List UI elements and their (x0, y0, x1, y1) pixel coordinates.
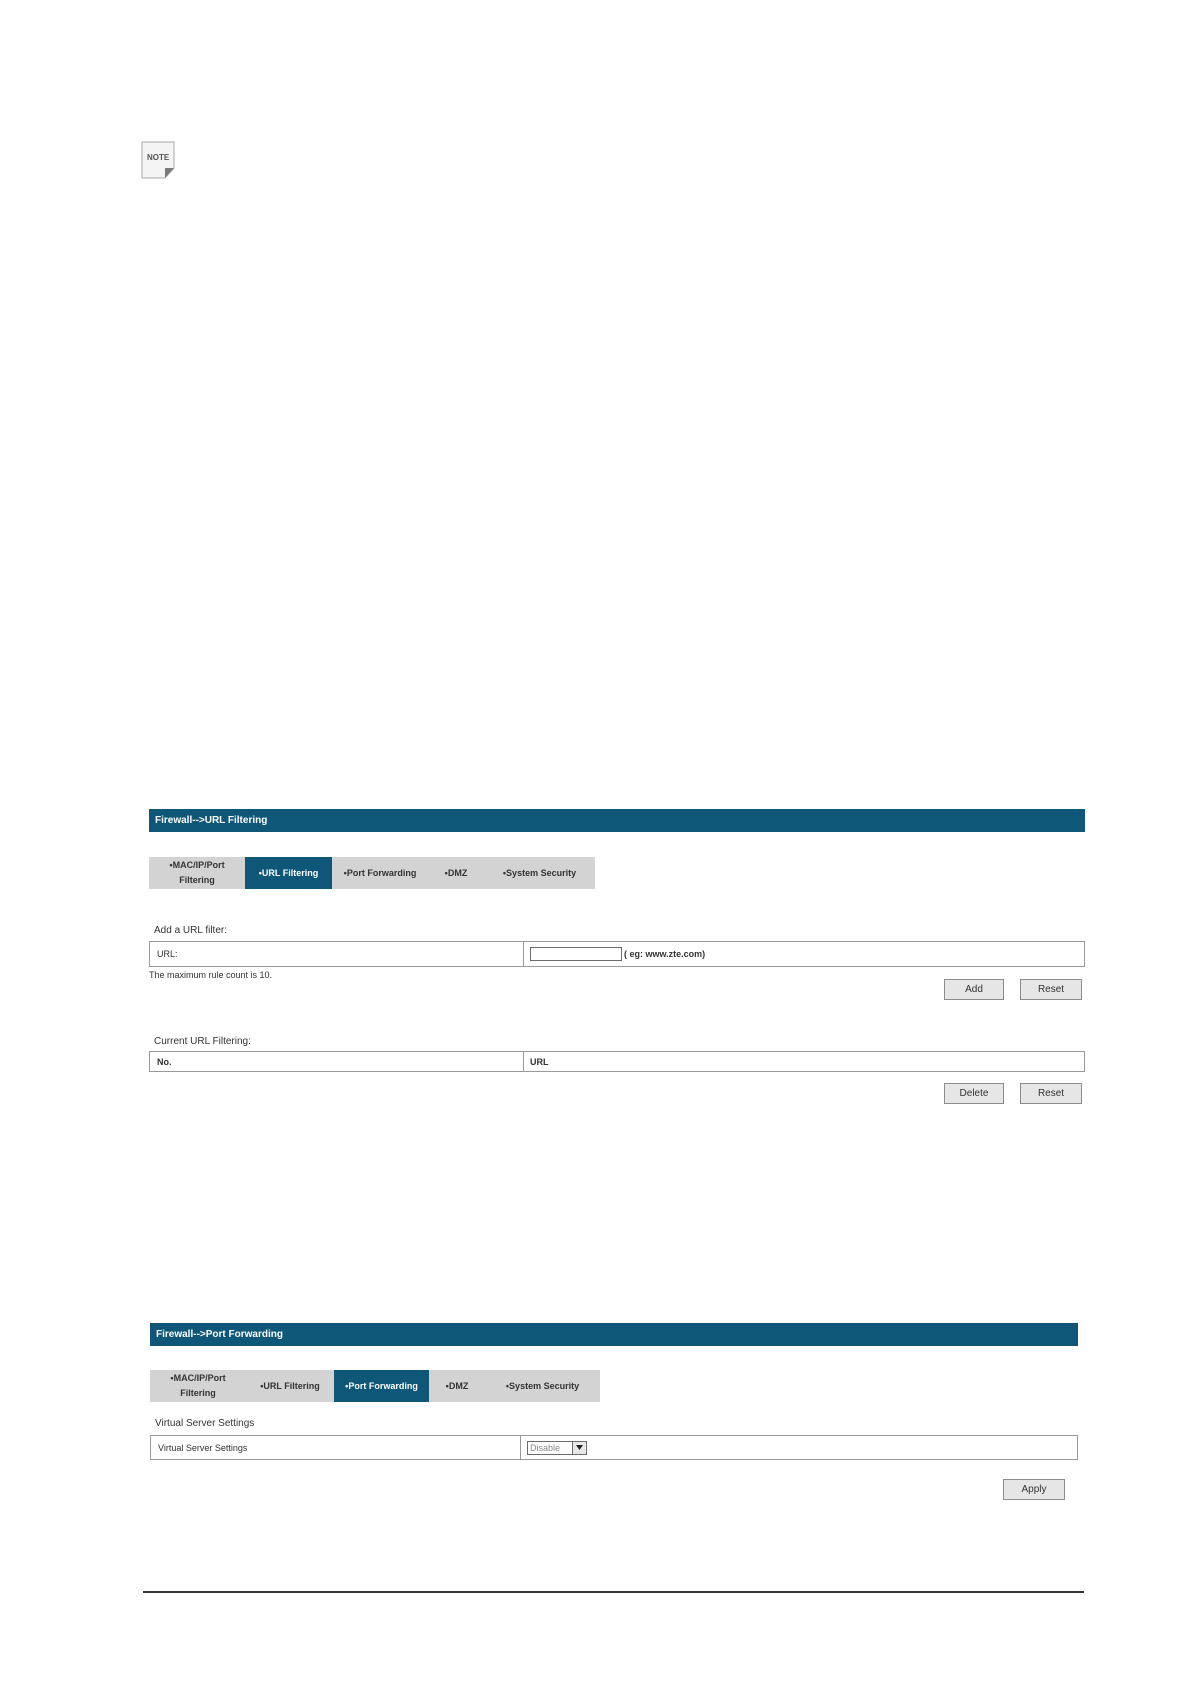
virtual-server-select[interactable] (527, 1441, 587, 1455)
current-url-table-header (149, 1051, 1085, 1072)
tab-system-security[interactable] (484, 857, 595, 889)
virtual-server-row (150, 1435, 1078, 1460)
url-label: URL: (150, 942, 524, 966)
delete-button[interactable]: Delete (944, 1083, 1004, 1104)
add-button[interactable]: Add (944, 979, 1004, 1000)
virtual-server-value-cell (521, 1436, 587, 1459)
tab-dmz[interactable] (428, 857, 484, 889)
tab-port-forwarding[interactable] (332, 857, 428, 889)
column-header-no: No. (150, 1052, 524, 1071)
footer-divider (143, 1591, 1084, 1593)
tab-url-filtering[interactable] (245, 857, 332, 889)
url-hint: ( eg: www.zte.com) (624, 949, 706, 959)
tab-label: •Port Forwarding (345, 1380, 418, 1391)
add-url-filter-heading: Add a URL filter: (154, 925, 227, 936)
tab-label: •DMZ (444, 867, 468, 878)
apply-button[interactable]: Apply (1003, 1479, 1065, 1500)
note-icon (141, 141, 175, 179)
column-header-url: URL (530, 1056, 549, 1067)
page-title: Firewall-->Port Forwarding (150, 1323, 1078, 1346)
firewall-tabs (150, 1370, 600, 1402)
reset-button[interactable]: Reset (1020, 979, 1082, 1000)
reset-button-2[interactable]: Reset (1020, 1083, 1082, 1104)
tab-label: •DMZ (445, 1380, 469, 1391)
url-value-cell (524, 942, 705, 966)
tab-dmz[interactable] (429, 1370, 485, 1402)
select-value: Disable (530, 1442, 561, 1453)
tab-mac-ip-port-filtering[interactable] (149, 857, 245, 889)
chevron-down-icon (572, 1442, 586, 1454)
tab-label: •System Security (505, 1380, 580, 1391)
tab-label: •System Security (502, 867, 577, 878)
page-title: Firewall-->URL Filtering (149, 809, 1085, 832)
virtual-server-label: Virtual Server Settings (151, 1436, 521, 1459)
tab-label: •MAC/IP/Port Filtering (169, 860, 225, 885)
tab-label: •URL Filtering (258, 867, 319, 878)
tab-url-filtering[interactable] (246, 1370, 334, 1402)
max-rule-note: The maximum rule count is 10. (149, 970, 273, 980)
current-url-filtering-heading: Current URL Filtering: (154, 1036, 251, 1047)
tab-mac-ip-port-filtering[interactable] (150, 1370, 246, 1402)
tab-label: •URL Filtering (260, 1380, 320, 1391)
virtual-server-settings-heading: Virtual Server Settings (155, 1418, 255, 1429)
tab-port-forwarding[interactable] (334, 1370, 429, 1402)
note-icon-text: NOTE (147, 153, 170, 162)
url-input[interactable] (530, 947, 622, 961)
tab-label: •Port Forwarding (343, 867, 417, 878)
port-forwarding-panel (150, 1323, 1078, 1503)
tab-label: •MAC/IP/Port Filtering (170, 1373, 226, 1398)
firewall-tabs (149, 857, 595, 889)
url-row (149, 941, 1085, 967)
tab-system-security[interactable] (485, 1370, 600, 1402)
url-filtering-panel (149, 809, 1085, 1109)
